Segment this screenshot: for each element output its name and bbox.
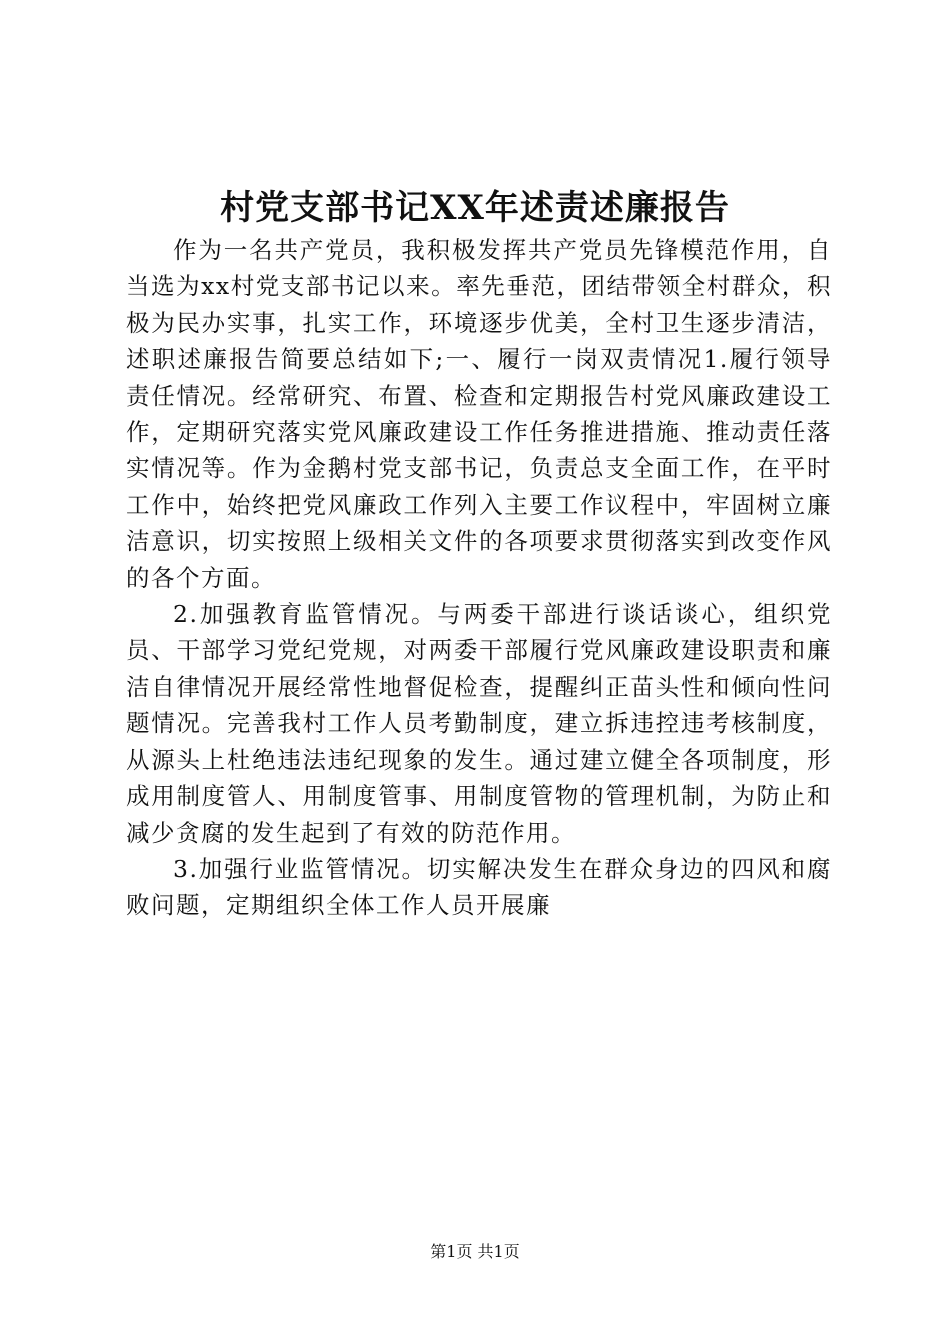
paragraph-2: 2.加强教育监管情况。与两委干部进行谈话谈心，组织党员、干部学习党纪党规，对两委干部履行党风廉政建设职责和廉洁自律情况开展经常性地督促检查，提醒纠正苗头性和倾向性问题情况。完善我村工作人员考勤制度，建立拆违控违考核制度，从源头上杜绝违法违纪现象的发生。通过建立健全各项制度，形成用制度管人、用制度管事、用制度管物的管理机制，为防止和减少贪腐的发生起到了有效的防范作用。: [126, 600, 832, 847]
document-title: 村党支部书记XX年述责述廉报告: [220, 188, 730, 228]
document-body: [126, 232, 832, 924]
paragraph-1: 作为一名共产党员，我积极发挥共产党员先锋模范作用，自当选为xx村党支部书记以来。率先垂范，团结带领全村群众，积极为民办实事，扎实工作，环境逐步优美，全村卫生逐步清洁，述职述廉报告简要总结如下;一、履行一岗双责情况1.履行领导责任情况。经常研究、布置、检查和定期报告村党风廉政建设工作，定期研究落实党风廉政建设工作任务推进措施、推动责任落实情况等。作为金鹅村党支部书记，负责总支全面工作，在平时工作中，始终把党风廉政工作列入主要工作议程中，牢固树立廉洁意识，切实按照上级相关文件的各项要求贯彻落实到改变作风的各个方面。: [126, 236, 832, 592]
page-footer: 第1页 共1页: [430, 1242, 520, 1261]
paragraph-3: 3.加强行业监管情况。切实解决发生在群众身边的四风和腐败问题，定期组织全体工作人员开展廉: [126, 854, 832, 920]
